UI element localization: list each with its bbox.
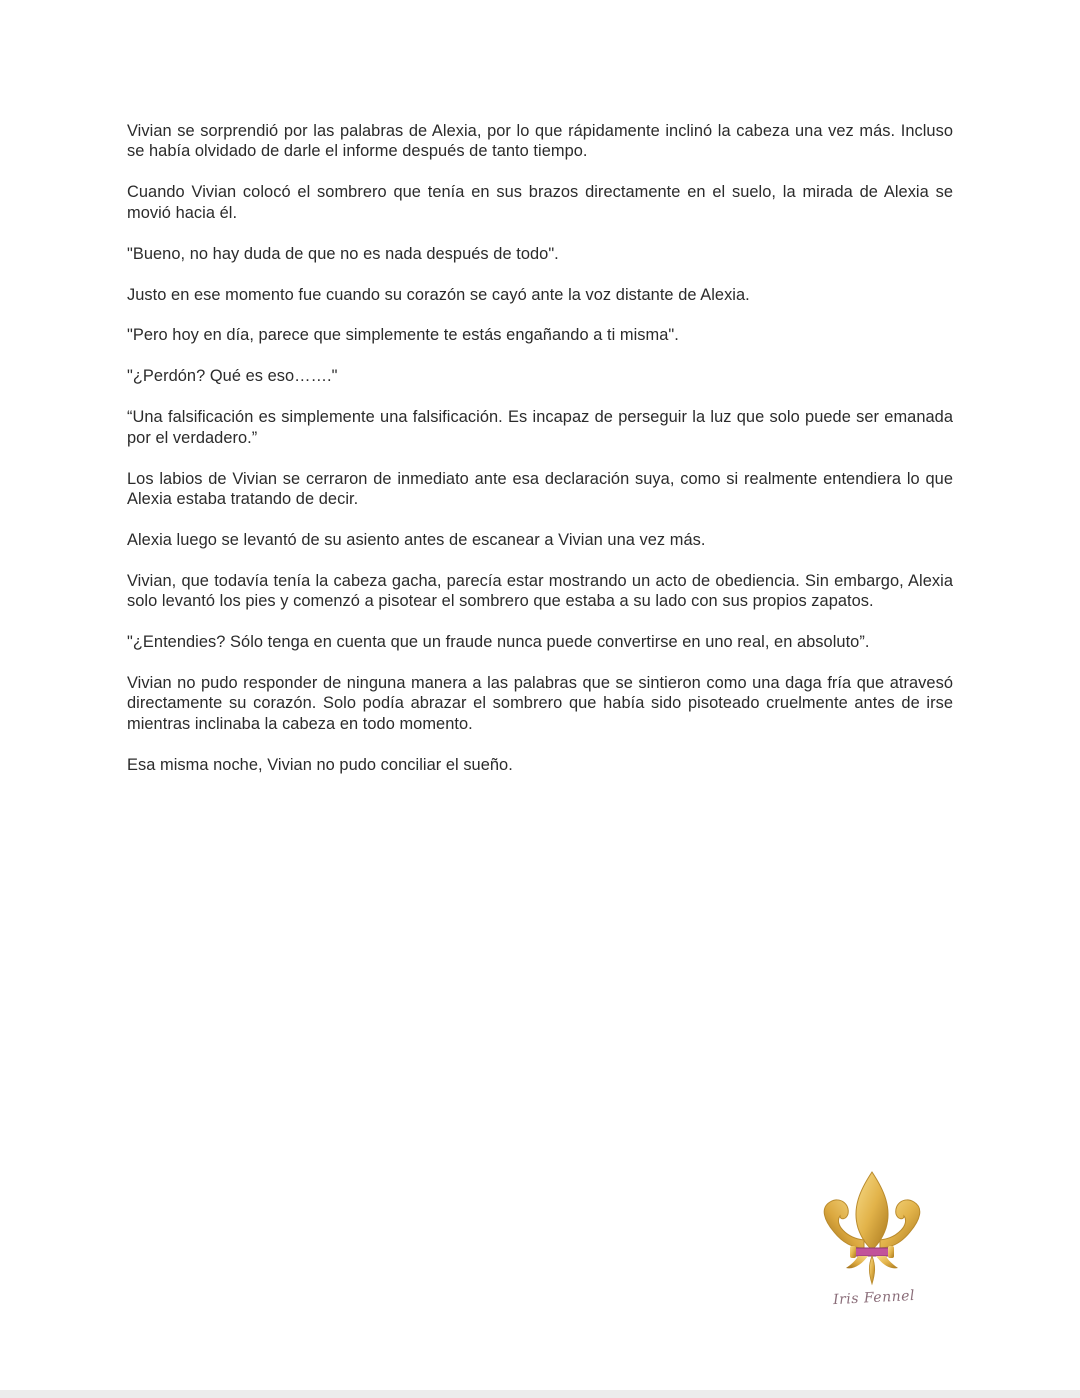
paragraph: Justo en ese momento fue cuando su corazón se cayó ante la voz distante de Alexia.	[127, 285, 750, 304]
paragraph: "Pero hoy en día, parece que simplemente te estás engañando a ti misma".	[127, 326, 679, 345]
paragraph: Esa misma noche, Vivian no pudo conciliar el sueño.	[127, 755, 513, 774]
paragraph: Alexia luego se levantó de su asiento antes de escanear a Vivian una vez más.	[127, 530, 706, 549]
body-text	[127, 121, 953, 796]
paragraph: Cuando Vivian colocó el sombrero que tenía en sus brazos directamente en el suelo, la mirada de Alexia se movió hacia él.	[127, 183, 953, 222]
paragraph: "¿Perdón? Qué es eso……."	[127, 367, 338, 386]
paragraph: Vivian se sorprendió por las palabras de Alexia, por lo que rápidamente inclinó la cabeza una vez más. Incluso se había olvidado de darle el informe después de tanto tiempo.	[127, 122, 953, 161]
page-bottom-edge	[0, 1390, 1080, 1398]
paragraph: Vivian, que todavía tenía la cabeza gacha, parecía estar mostrando un acto de obediencia. Sin embargo, Alexia solo levantó los pies y comenzó a pisotear el sombrero que estaba a su lado con sus propios zapatos.	[127, 571, 953, 611]
paragraph: Los labios de Vivian se cerraron de inmediato ante esa declaración suya, como si realmente entendiera lo que Alexia estaba tratando de decir.	[127, 469, 953, 508]
signature: Iris Fennel	[832, 1287, 916, 1309]
paragraph: “Una falsificación es simplemente una falsificación. Es incapaz de perseguir la luz que solo puede ser emanada por el verdadero.”	[127, 408, 953, 447]
paragraph: "Bueno, no hay duda de que no es nada después de todo".	[127, 244, 559, 263]
paragraph: Vivian no pudo responder de ninguna manera a las palabras que se sintieron como una daga fría que atravesó directamente su corazón. Solo podía abrazar el sombrero que había sido pisoteado cruelmente antes de irse mientras inclinaba la cabeza en todo momento.	[127, 674, 953, 733]
paragraph: "¿Entendies? Sólo tenga en cuenta que un fraude nunca puede convertirse en uno real, en absoluto”.	[127, 633, 870, 652]
